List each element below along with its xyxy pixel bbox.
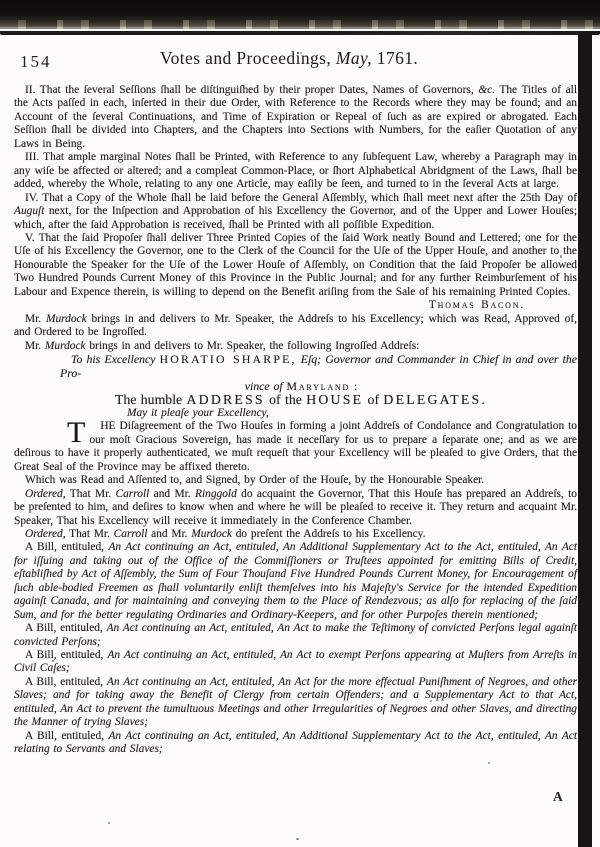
- text-segment: V. That the ſaid Propoſer ſhall deliver Three Printed Copies of the ſaid Work neatly Bound and Lettered; one for the Uſe of his Excellency the Governor, one to the Clerk of the Council for the Uſe of the Upper Houſe, and another to the Honourable the Speaker for the Uſe of the Lower Houſe of Aſſembly, on Condition that the ſaid Propoſer be allowed Two Hundred Pounds Current Money of this Province in the Public Journal; and for any further Reimburſement of his Labour and Expence therein, is willing to depend on the Benefit ariſing from the Sale of his remaining Printed Copies.: [14, 231, 577, 298]
- text-segment: An Act continuing an Act, entituled, An Act for the more effectual Puniſhment of Negroes, and other Slaves; and for taking away the Benefit of Clergy from certain Offenders; and a Supplementary Act to that Act, entituled, An Act to prevent the tumultuous Meetings and other Irregularities of Negroes and other Slaves, and directing the Manner of trying Slaves;: [14, 675, 577, 729]
- paragraph-section-ii: [14, 84, 577, 151]
- paragraph-section-iii: [14, 151, 577, 191]
- paragraph-section-iv: [14, 192, 577, 232]
- text-segment: Auguſt: [14, 205, 45, 218]
- text-segment: brings in and delivers to Mr. Speaker, the following Ingroſſed Addreſs:: [85, 339, 420, 352]
- paragraph-bill-punishment-clergy: [14, 676, 577, 730]
- paragraph-murdock-address-delivered: [14, 313, 577, 340]
- paragraph-bill-supply-canada: [14, 541, 577, 622]
- drop-cap: T: [67, 416, 86, 450]
- page-number: 154: [20, 52, 52, 71]
- page-title-part1: Votes and Proceedings,: [159, 48, 336, 68]
- text-segment: Ringgold: [195, 487, 237, 500]
- text-segment: Murdock: [44, 339, 86, 352]
- paragraph-order-present-address: [14, 528, 577, 541]
- text-segment: May it pleaſe your Excellency,: [127, 406, 269, 419]
- page-title: [0, 48, 578, 69]
- paragraph-address-heading-line1: [14, 353, 577, 380]
- scan-top-rule: [0, 31, 600, 35]
- text-segment: Mr.: [25, 339, 45, 352]
- text-segment: A Bill, entituled,: [25, 649, 108, 662]
- text-segment: Mr.: [25, 312, 46, 325]
- paragraph-bill-servants-slaves: [14, 730, 577, 757]
- text-segment: Carroll: [115, 487, 150, 500]
- text-segment: Maryland: [286, 378, 351, 393]
- text-segment: That Mr.: [65, 487, 116, 500]
- text-segment: brings in and delivers to Mr. Speaker, the Addreſs to his Excellency; which was Read, Approved of, and Ordered to be Ingroſſed.: [14, 312, 577, 339]
- page-title-month: May,: [335, 48, 373, 68]
- text-segment: II. That the ſeveral Seſſions ſhall be diſtinguiſhed by their proper Dates, Names of Governors,: [25, 84, 479, 96]
- text-segment: &c.: [478, 84, 496, 96]
- scan-speck: [488, 762, 490, 764]
- scan-speck: [296, 838, 299, 840]
- text-segment: The humble: [114, 392, 187, 408]
- text-segment: do acquaint the Governor, That this Houſe has prepared an Addreſs, to be preſented to him, and deſires to know when and where he will be pleaſed to receive it. They return and acquaint Mr. Speaker, That his Excellency will receive it immediately in the Conference Chamber.: [14, 487, 577, 527]
- text-segment: A Bill, entituled,: [25, 729, 109, 742]
- paragraph-salutation: [14, 407, 577, 420]
- paragraph-address-body: [14, 416, 577, 474]
- text-segment: Murdock: [45, 312, 87, 325]
- scan-speck: [108, 822, 110, 824]
- text-segment: The Titles of all the Acts paſſed in each, inſerted in their due Order, with Reference to the Records where they may be found; and an Account of the ſeveral Continuations, and Time of Expiration or Repeal of ſuch as are expired or abrogated. Each Seſſion ſhall be divided into Chapters, and the Chapters into Sections with Numbers, for the eaſier Quotation of any Laws in Being.: [14, 84, 577, 150]
- text-segment: Ordered,: [25, 487, 66, 500]
- page-header: [0, 48, 578, 78]
- text-segment: An Act continuing an Act, entituled, An Act to make the Teſtimony of convicted Perſons legal againſt convicted Perſons;: [14, 622, 577, 648]
- scan-top-mottle: [0, 20, 600, 29]
- paragraph-murdock-ingrossed-address: [14, 340, 577, 353]
- text-segment: HE Diſagreement of the Two Houſes in forming a joint Addreſs of Condolance and Congratulation to our moſt Gracious Sovereign, has made it neceſſary for us to prepare a ſeparate one; and as we are deſirous to have it properly authenticated, we muſt requeſt that your Excellency will be pleaſed to give Orders, that the Great Seal of the Province may be affixed thereto.: [14, 420, 577, 473]
- paragraph-assent-note: [14, 474, 577, 487]
- text-segment: Thomas Bacon.: [428, 299, 525, 312]
- text-segment: and Mr.: [147, 527, 192, 540]
- catchword: A: [553, 789, 564, 804]
- text-segment: That Mr.: [65, 527, 114, 540]
- text-segment: Eſq; Governor and Commander in Chief in and over the Pro-: [60, 352, 577, 380]
- text-segment: A Bill, entituled,: [25, 675, 107, 688]
- paragraph-address-heading-line2: [14, 380, 577, 393]
- text-segment: To his Excellency: [71, 352, 160, 367]
- text-segment: DELEGATES.: [383, 392, 488, 408]
- text-segment: and Mr.: [149, 487, 195, 500]
- paragraph-bill-musters-exemption: [14, 649, 577, 676]
- text-segment: Ordered,: [25, 527, 66, 540]
- text-segment: of: [363, 392, 384, 408]
- text-segment: Which was Read and Aſſented to, and Signed, by Order of the Houſe, by the Honourable Speaker.: [25, 474, 485, 487]
- text-segment: HOUSE: [306, 392, 364, 408]
- text-segment: III. That ample marginal Notes ſhall be Printed, with Reference to any ſubſequent Law, whereby a Paragraph may in any wiſe be affected or altered; and a compleat Common-Place, or ſhort Alphabetical Abridgment of the Laws, ſhall be added, whereby the Whole, relating to any one Article, may eaſily be ſeen, and turned to in the ſeveral Acts at large.: [14, 151, 577, 191]
- paragraph-humble-address-heading: [14, 393, 577, 406]
- text-segment: ADDRESS: [186, 392, 265, 408]
- paragraph-bill-testimony-convicted: [14, 622, 577, 649]
- text-segment: Murdock: [191, 527, 232, 540]
- text-segment: An Act continuing an Act, entituled, An Act to exempt Perſons appearing at Muſters from Arreſts in Civil Caſes;: [14, 649, 577, 675]
- paragraph-signature-thomas-bacon: [14, 299, 577, 312]
- text-segment: do preſent the Addreſs to his Excellency.: [231, 527, 426, 540]
- page-title-part2: 1761.: [372, 48, 419, 68]
- text-segment: A Bill, entituled,: [25, 541, 109, 554]
- text-segment: An Act continuing an Act, entituled, An Additional Supplementary Act to the Act, entituled, An Act relating to Servants and Slaves;: [14, 729, 577, 756]
- text-segment: of the: [264, 392, 307, 408]
- text-segment: next, for the Inſpection and Approbation of his Excellency the Governor, and of the Upper and Lower Houſes; which, after the ſaid Approbation is received, ſhall be Printed with all poſſible Expedition.: [14, 205, 577, 231]
- paragraph-section-v: [14, 232, 577, 299]
- scan-right-bar: [578, 34, 592, 847]
- text-segment: IV. That a Copy of the Whole ſhall be laid before the General Aſſembly, which ſhall meet next after the 25th Day of: [25, 191, 577, 204]
- text-segment: vince of: [244, 378, 287, 393]
- paragraph-order-acquaint-governor: [14, 488, 577, 528]
- text-segment: An Act continuing an Act, entituled, An Additional Supplementary Act to the Act, entituled, An Act for iſſuing and taking out of the Office of the Commiſſioners or Truſtees appointed for emitting Bills of Credit, eſtabliſhed by Act of Aſſembly, the Sum of Four Thouſand Five Hundred Pounds Current Money, for Encouragement of ſuch able-bodied Freemen as ſhall voluntarily enliſt themſelves into his Majeſty's Service for the intended Expedition againſt Canada, and for maintaining and conveying them to the Place of Rendezvous; as alſo for replacing of the ſaid Sum, and for the better regulating Ordinaries and Ordinary-Keepers, and for other Purpoſes therein mentioned;: [14, 541, 577, 621]
- text-segment: Carroll: [113, 527, 148, 540]
- page-body: [14, 84, 577, 757]
- text-segment: A Bill, entituled,: [25, 622, 107, 635]
- text-segment: :: [350, 378, 358, 393]
- text-segment: HORATIO SHARPE,: [159, 352, 297, 367]
